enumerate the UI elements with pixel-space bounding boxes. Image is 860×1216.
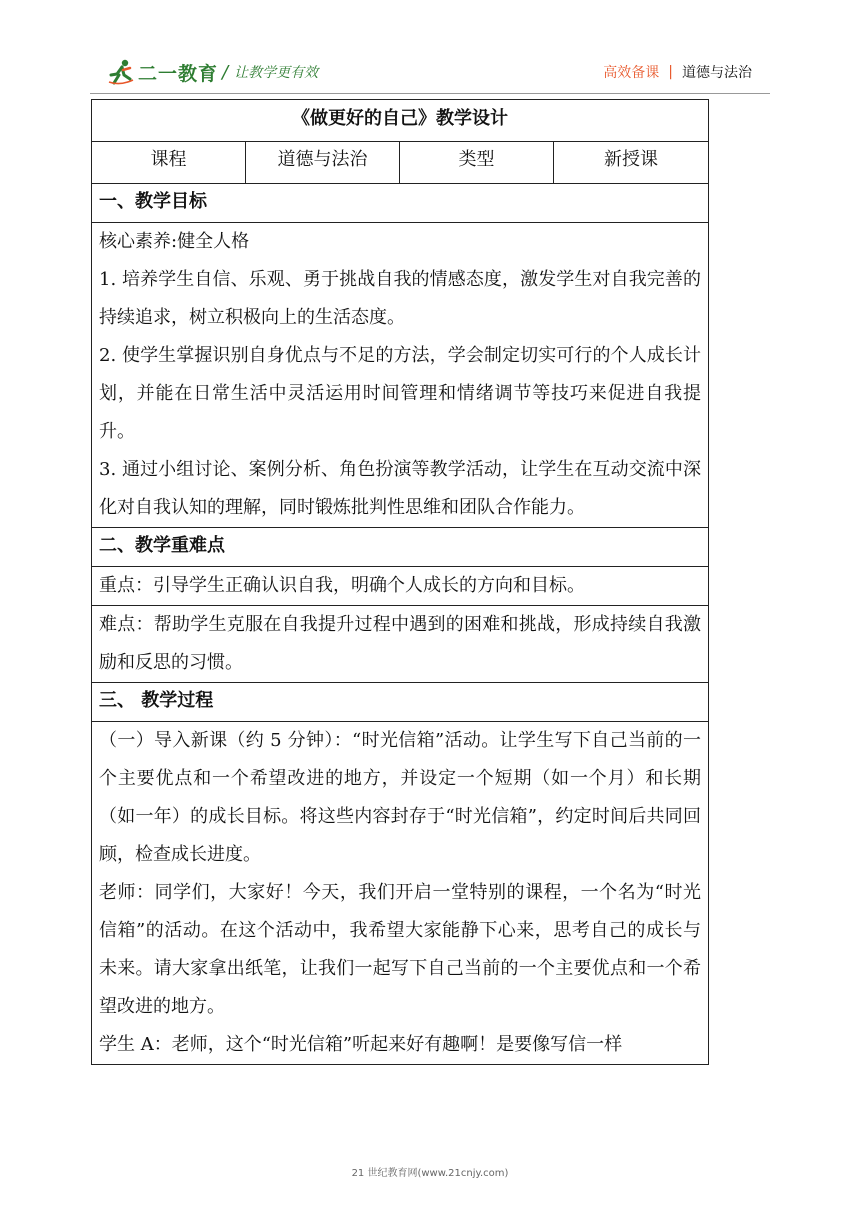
section-heading-objectives: 一、教学目标 bbox=[92, 184, 709, 223]
section-heading-key-points: 二、教学重难点 bbox=[92, 528, 709, 567]
type-value: 新授课 bbox=[554, 142, 709, 184]
logo-slash: / bbox=[222, 61, 229, 83]
page-footer: 21 世纪教育网(www.21cnjy.com) bbox=[351, 1168, 509, 1179]
logo-slogan: 让教学更有效 bbox=[234, 65, 319, 81]
objective-1: 1. 培养学生自信、乐观、勇于挑战自我的情感态度，激发学生对自我完善的持续追求，树立积极向上的生活态度。 bbox=[99, 269, 701, 328]
objectives-content bbox=[92, 223, 709, 528]
student-dialogue: 学生 A：老师，这个“时光信箱”听起来好有趣啊！是要像写信一样 bbox=[99, 1034, 623, 1055]
lesson-plan-table bbox=[91, 99, 709, 1065]
course-label: 课程 bbox=[92, 142, 246, 184]
tag-efficient-prep: 高效备课 bbox=[603, 65, 660, 81]
key-point: 重点：引导学生正确认识自我，明确个人成长的方向和目标。 bbox=[92, 567, 709, 606]
process-content bbox=[92, 722, 709, 1065]
difficulty-point: 难点：帮助学生克服在自我提升过程中遇到的困难和挑战，形成持续自我激励和反思的习惯。 bbox=[92, 606, 709, 683]
tag-subject: 道德与法治 bbox=[682, 65, 752, 81]
tag-separator: | bbox=[668, 64, 673, 80]
header-tags bbox=[603, 62, 752, 82]
objective-2: 2. 使学生掌握识别自身优点与不足的方法，学会制定切实可行的个人成长计划，并能在日常生活中灵活运用时间管理和情绪调节等技巧来促进自我提升。 bbox=[99, 345, 701, 442]
header-divider bbox=[90, 93, 770, 94]
page-header bbox=[0, 0, 860, 100]
core-competency: 核心素养:健全人格 bbox=[99, 231, 250, 252]
process-intro: （一）导入新课（约 5 分钟）：“时光信箱”活动。让学生写下自己当前的一个主要优点和一个希望改进的地方，并设定一个短期（如一个月）和长期（如一年）的成长目标。将这些内容封存于“时光信箱”，约定时间后共同回顾，检查成长进度。 bbox=[99, 730, 701, 865]
logo bbox=[108, 56, 318, 88]
type-label: 类型 bbox=[400, 142, 554, 184]
document-title: 《做更好的自己》教学设计 bbox=[92, 100, 709, 142]
objective-3: 3. 通过小组讨论、案例分析、角色扮演等教学活动，让学生在互动交流中深化对自我认知的理解，同时锻炼批判性思维和团队合作能力。 bbox=[99, 459, 701, 518]
logo-name: 二一教育 bbox=[138, 62, 219, 85]
teacher-dialogue: 老师：同学们，大家好！今天，我们开启一堂特别的课程，一个名为“时光信箱”的活动。在这个活动中，我希望大家能静下心来，思考自己的成长与未来。请大家拿出纸笔，让我们一起写下自己当前的一个主要优点和一个希望改进的地方。 bbox=[99, 882, 701, 1017]
section-heading-process: 三、 教学过程 bbox=[92, 683, 709, 722]
course-value: 道德与法治 bbox=[246, 142, 400, 184]
runner-logo-icon bbox=[108, 58, 134, 86]
